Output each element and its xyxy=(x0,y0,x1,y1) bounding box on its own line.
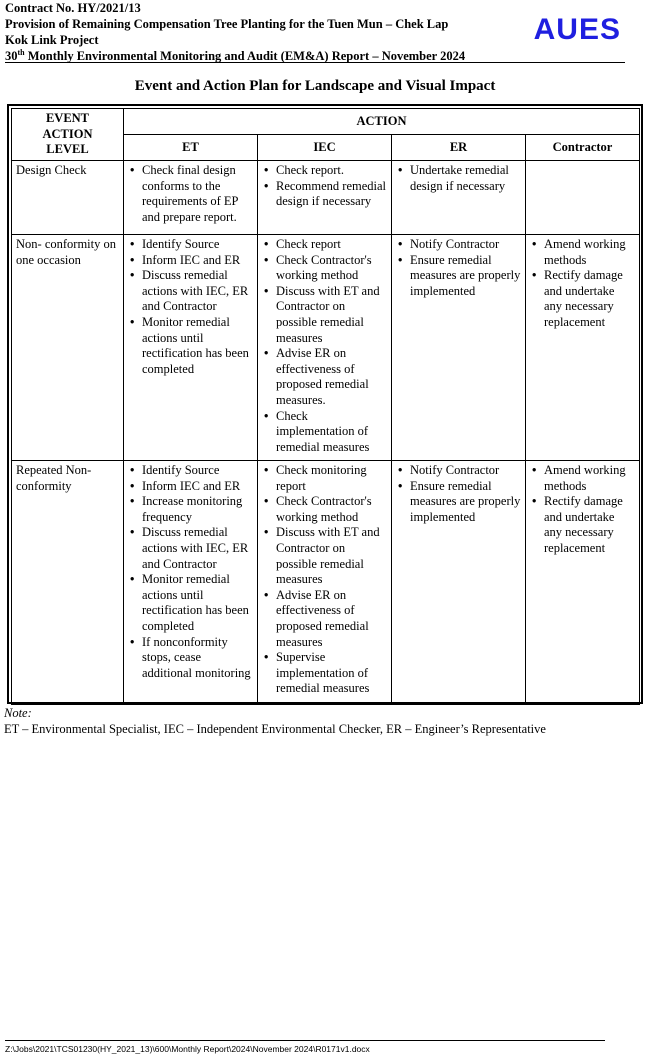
report-ordinal: 30 xyxy=(5,49,18,63)
action-item: • Discuss remedial actions with IEC, ER and Contractor xyxy=(128,268,253,315)
project-title-line1: Provision of Remaining Compensation Tree Planting for the Tuen Mun – Chek Lap xyxy=(5,17,449,31)
page-title: Event and Action Plan for Landscape and Visual Impact xyxy=(134,78,496,94)
action-list xyxy=(262,237,387,455)
action-header: ACTION xyxy=(124,109,640,135)
action-item: • Check report xyxy=(262,237,387,253)
action-item: • Check report. xyxy=(262,163,387,179)
action-cell-contractor xyxy=(526,461,640,705)
project-title-line2: Kok Link Project xyxy=(5,33,99,47)
action-item: • Identify Source xyxy=(128,463,253,479)
action-item: • Inform IEC and ER xyxy=(128,253,253,269)
action-item: • Check final design conforms to the requirements of EP and prepare report. xyxy=(128,163,253,225)
action-item: • Advise ER on effectiveness of proposed remedial measures. xyxy=(262,346,387,408)
col-header-et: ET xyxy=(124,135,258,161)
action-cell-er xyxy=(392,235,526,461)
action-item: • Advise ER on effectiveness of proposed remedial measures xyxy=(262,588,387,650)
table-row xyxy=(12,161,640,235)
action-item: • Discuss remedial actions with IEC, ER and Contractor xyxy=(128,525,253,572)
action-list xyxy=(128,237,253,377)
action-list xyxy=(128,463,253,681)
action-list xyxy=(262,163,387,210)
report-ordinal-suffix: th xyxy=(17,47,25,57)
action-list xyxy=(396,237,521,299)
action-cell-et xyxy=(124,235,258,461)
footer-rule xyxy=(5,1040,605,1041)
col-header-contractor: Contractor xyxy=(526,135,640,161)
table-row xyxy=(12,461,640,705)
action-item: • Monitor remedial actions until rectification has been completed xyxy=(128,572,253,634)
action-item: • Identify Source xyxy=(128,237,253,253)
action-item: • Discuss with ET and Contractor on possible remedial measures xyxy=(262,284,387,346)
event-action-table xyxy=(11,108,640,705)
action-item: • If nonconformity stops, cease additional monitoring xyxy=(128,635,253,682)
action-cell-et xyxy=(124,461,258,705)
event-header: EVENT ACTION LEVEL xyxy=(12,109,124,161)
action-cell-er xyxy=(392,461,526,705)
event-action-table-frame xyxy=(7,104,643,704)
action-list xyxy=(396,463,521,525)
action-list xyxy=(262,463,387,697)
note-label: Note: xyxy=(4,706,32,720)
action-item: • Inform IEC and ER xyxy=(128,479,253,495)
action-cell-iec xyxy=(258,161,392,235)
event-level-cell: Design Check xyxy=(12,161,124,235)
action-item: • Check monitoring report xyxy=(262,463,387,494)
action-cell-contractor xyxy=(526,235,640,461)
footer-file-path: Z:\Jobs\2021\TCS01230(HY_2021_13)\600\Monthly Report\2024\November 2024\R0171v1.docx xyxy=(5,1044,370,1054)
action-item: • Notify Contractor xyxy=(396,237,521,253)
action-item: • Ensure remedial measures are properly implemented xyxy=(396,253,521,300)
action-list xyxy=(530,463,635,557)
action-item: • Check Contractor's working method xyxy=(262,494,387,525)
col-header-iec: IEC xyxy=(258,135,392,161)
action-item: • Check Contractor's working method xyxy=(262,253,387,284)
event-level-cell: Repeated Non-conformity xyxy=(12,461,124,705)
header-rule xyxy=(5,62,625,63)
action-item: • Notify Contractor xyxy=(396,463,521,479)
col-header-er: ER xyxy=(392,135,526,161)
action-list xyxy=(396,163,521,194)
action-cell-iec xyxy=(258,235,392,461)
action-item: • Undertake remedial design if necessary xyxy=(396,163,521,194)
action-item: • Rectify damage and undertake any necessary replacement xyxy=(530,268,635,330)
action-cell-iec xyxy=(258,461,392,705)
aues-logo: AUES xyxy=(533,13,621,46)
action-item: • Rectify damage and undertake any necessary replacement xyxy=(530,494,635,556)
action-item: • Discuss with ET and Contractor on possible remedial measures xyxy=(262,525,387,587)
document-header xyxy=(5,0,625,64)
action-item: • Increase monitoring frequency xyxy=(128,494,253,525)
action-item: • Recommend remedial design if necessary xyxy=(262,179,387,210)
action-cell-et xyxy=(124,161,258,235)
action-list xyxy=(530,237,635,331)
contract-number: Contract No. HY/2021/13 xyxy=(5,1,141,15)
action-cell-er xyxy=(392,161,526,235)
event-level-cell: Non- conformity on one occasion xyxy=(12,235,124,461)
table-row xyxy=(12,235,640,461)
report-title-rest: Monthly Environmental Monitoring and Audit (EM&A) Report – November 2024 xyxy=(24,49,466,63)
action-list xyxy=(128,163,253,225)
action-item: • Check implementation of remedial measures xyxy=(262,409,387,456)
abbreviations-note: ET – Environmental Specialist, IEC – Independent Environmental Checker, ER – Engineer’s Representative xyxy=(4,722,546,736)
action-item: • Ensure remedial measures are properly implemented xyxy=(396,479,521,526)
action-item: • Amend working methods xyxy=(530,463,635,494)
action-cell-contractor xyxy=(526,161,640,235)
action-item: • Monitor remedial actions until rectification has been completed xyxy=(128,315,253,377)
action-item: • Amend working methods xyxy=(530,237,635,268)
action-item: • Supervise implementation of remedial measures xyxy=(262,650,387,697)
